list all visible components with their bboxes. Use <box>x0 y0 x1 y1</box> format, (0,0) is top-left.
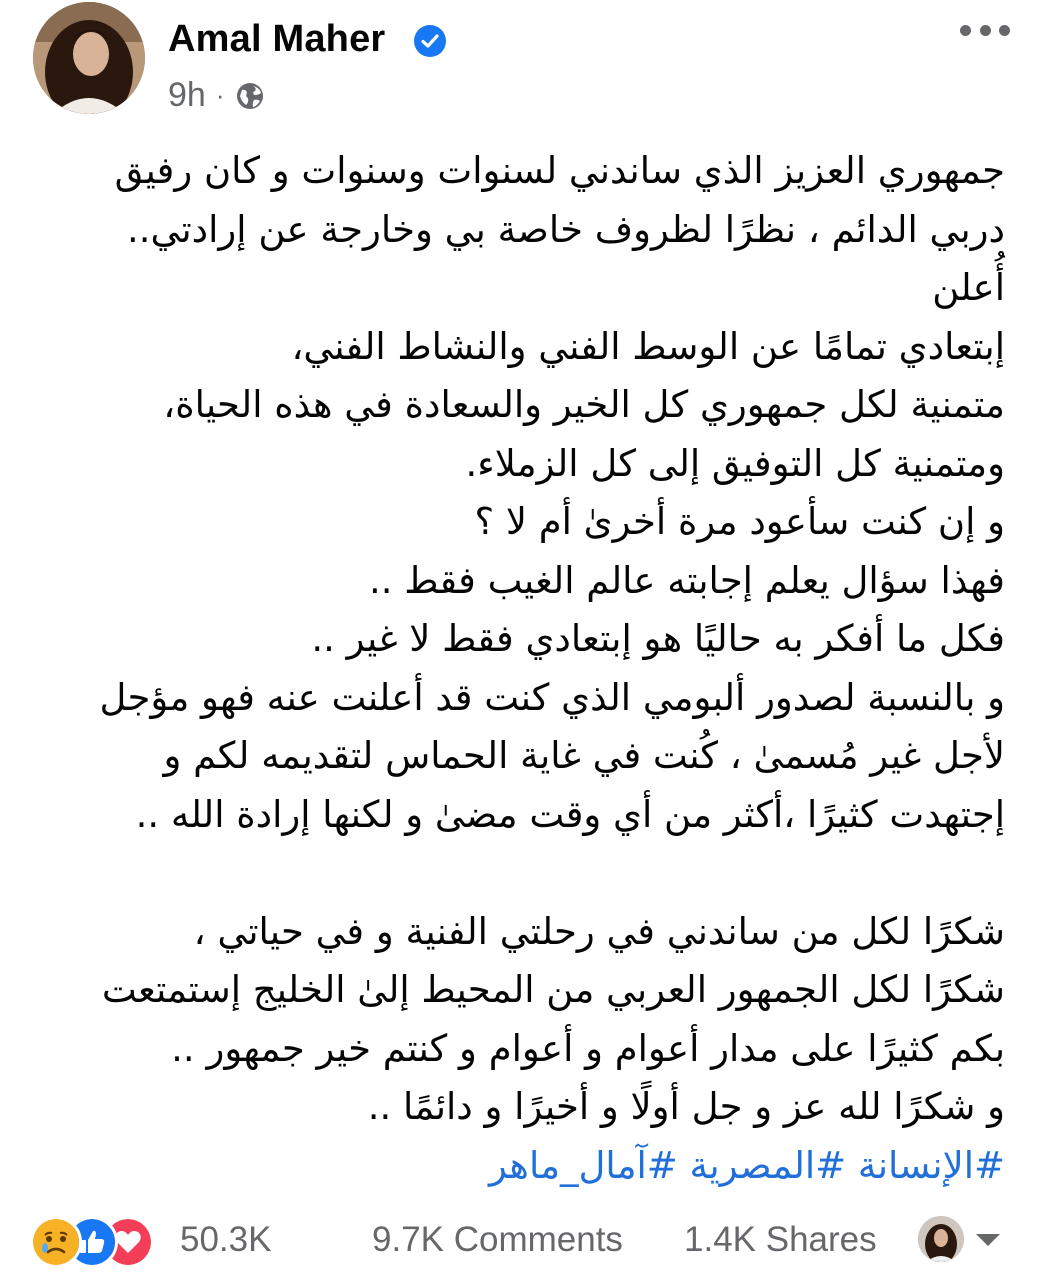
post-line: دربي الدائم ، نظرًا لظروف خاصة بي وخارجة عن إرادتي.. <box>127 207 1005 251</box>
sad-reaction-icon <box>30 1216 82 1268</box>
reacting-as-avatar[interactable] <box>918 1216 964 1262</box>
hashtags-link[interactable]: #الإنسانة #المصرية #آمال_ماهر <box>489 1143 1005 1187</box>
post-line: لأجل غير مُسمىٰ ، كُنت في غاية الحماس لتقديمه لكم و <box>163 734 1005 777</box>
post-meta <box>168 76 265 115</box>
author-name[interactable]: Amal Maher <box>168 18 386 60</box>
post-line: متمنية لكل جمهوري كل الخير والسعادة في هذه الحياة، <box>163 383 1005 426</box>
more-dots-icon <box>960 25 971 36</box>
post-footer <box>30 1210 1005 1270</box>
post-line: فهذا سؤال يعلم إجابته عالم الغيب فقط .. <box>369 558 1005 602</box>
blank-line <box>30 844 1005 903</box>
shares-count[interactable]: 1.4K Shares <box>684 1220 877 1259</box>
post-time[interactable]: 9h <box>168 76 206 114</box>
comments-count[interactable]: 9.7K Comments <box>372 1220 623 1259</box>
verified-badge-icon <box>413 24 447 58</box>
post-line: شكرًا لكل الجمهور العربي من المحيط إلىٰ الخليج إستمتعت <box>101 968 1005 1011</box>
globe-icon[interactable] <box>235 81 265 111</box>
post-line: و شكرًا لله عز و جل أولًا و أخيرًا و دائمًا .. <box>367 1085 1005 1128</box>
chevron-down-icon[interactable] <box>976 1234 1000 1246</box>
post-line: و بالنسبة لصدور ألبومي الذي كنت قد أعلنت عنه فهو مؤجل <box>99 675 1005 719</box>
post-line: فكل ما أفكر به حاليًا هو إبتعادي فقط لا غير .. <box>311 617 1005 660</box>
post-line: شكرًا لكل من ساندني في رحلتي الفنية و في حياتي ، <box>193 909 1005 953</box>
more-options-button[interactable] <box>960 18 1010 42</box>
post-line: و إن كنت سأعود مرة أخرىٰ أم لا ؟ <box>474 500 1005 543</box>
post-line: إجتهدت كثيرًا ،أكثر من أي وقت مضىٰ و لكنها إرادة الله .. <box>135 792 1005 836</box>
post-line: بكم كثيرًا على مدار أعوام و أعوام و كنتم خير جمهور .. <box>171 1026 1005 1070</box>
post-line: جمهوري العزيز الذي ساندني لسنوات وسنوات و كان رفيق <box>114 149 1005 192</box>
meta-separator: · <box>215 80 225 110</box>
post-line: أُعلن <box>932 266 1005 309</box>
post-text <box>30 142 1005 1195</box>
author-avatar[interactable] <box>33 2 145 114</box>
post-line: ومتمنية كل التوفيق إلى كل الزملاء. <box>465 441 1005 485</box>
post-line: إبتعادي تمامًا عن الوسط الفني والنشاط الفني، <box>291 324 1005 368</box>
reactions-summary[interactable] <box>30 1216 170 1266</box>
reaction-count[interactable]: 50.3K <box>180 1220 272 1259</box>
